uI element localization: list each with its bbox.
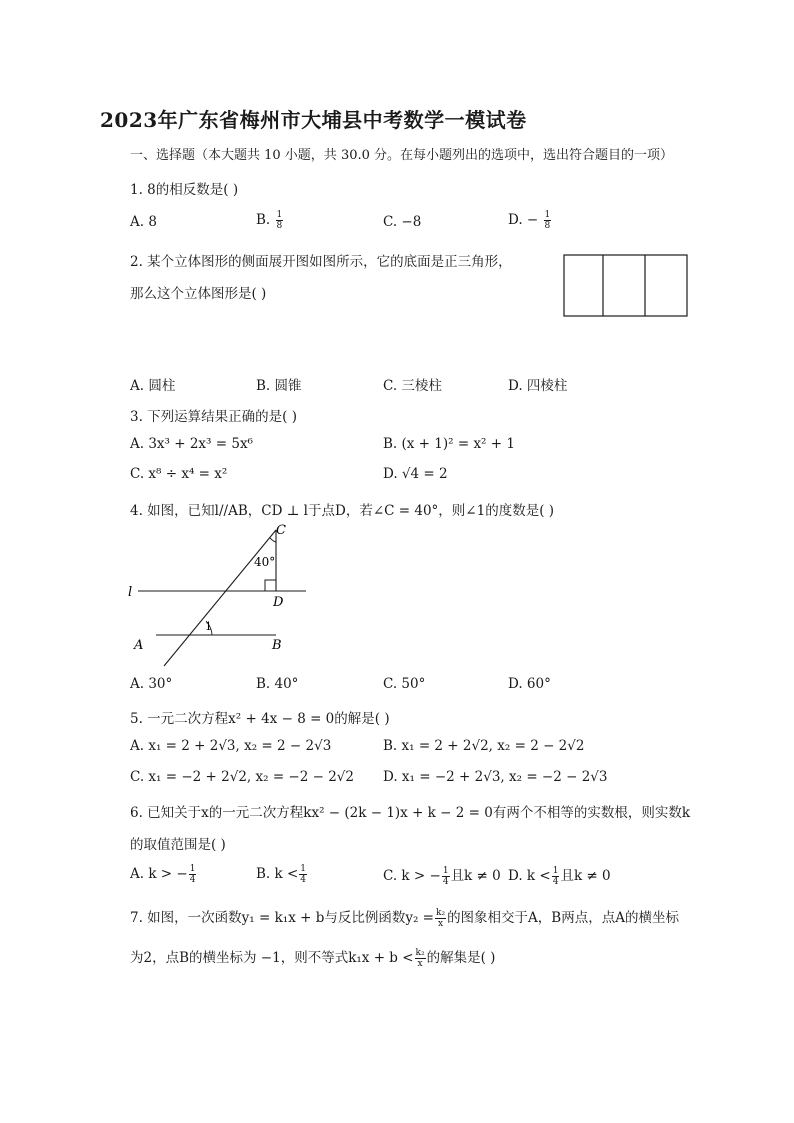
net-outline [564,255,687,316]
q2-option-a: A. 圆柱 [130,378,176,394]
label-l: l [128,585,133,600]
label-40-degrees: 40° [254,555,276,569]
transversal-line [164,530,276,666]
q6-option-c: C. k > − $\frac{1}{4}$ 且k ≠ 0 [383,866,501,887]
label-angle-1: 1 [205,620,212,633]
right-angle-mark [265,580,276,591]
q4-option-b: B. 40° [256,676,299,692]
q1-option-a: A. 8 [130,214,157,230]
q3-option-d: D. √4 = 2 [383,466,448,482]
q6-option-d: D. k < $\frac{1}{4}$ 且k ≠ 0 [508,866,611,887]
q2-option-c: C. 三棱柱 [383,378,442,394]
q2-option-b: B. 圆锥 [256,378,302,394]
q4-option-c: C. 50° [383,676,426,692]
q1-option-c: C. −8 [383,214,422,230]
q5-option-a: A. x₁ = 2 + 2√3, x₂ = 2 − 2√3 [130,738,332,754]
q5-option-d: D. x₁ = −2 + 2√3, x₂ = −2 − 2√3 [383,769,608,785]
label-a: A [134,638,144,653]
page-title: 2023年广东省梅州市大埔县中考数学一模试卷 [100,108,527,132]
q5-option-c: C. x₁ = −2 + 2√2, x₂ = −2 − 2√2 [130,769,355,785]
q1-option-d: D. − $\frac{1}{8}$ [508,210,551,231]
q2-option-d: D. 四棱柱 [508,378,568,394]
q3-option-b: B. (x + 1)² = x² + 1 [383,436,515,452]
label-d: D [273,595,284,610]
question-2-stem: 2. 某个立体图形的侧面展开图如图所示，它的底面是正三角形， [130,254,512,270]
question-2-stem-cont: 那么这个立体图形是( ) [130,286,267,302]
q4-option-a: A. 30° [130,676,173,692]
label-c: C [276,523,286,538]
q3-option-a: A. 3x³ + 2x³ = 5x⁶ [130,436,253,452]
q1-option-b: B. $\frac{1}{8}$ [256,210,283,231]
question-6-stem: 6. 已知关于x的一元二次方程kx² − (2k − 1)x + k − 2 = 0有两个不相等的实数根，则实数k [130,805,691,821]
question-7-stem-cont: 为2，点B的横坐标为 −1，则不等式k₁x + b < $\frac{\text{k₂}}{x}$ 的解集是( ) [130,948,496,969]
question-3-stem: 3. 下列运算结果正确的是( ) [130,409,297,425]
q4-option-d: D. 60° [508,676,551,692]
q3-option-c: C. x⁸ ÷ x⁴ = x² [130,466,228,482]
question-5-stem: 5. 一元二次方程x² + 4x − 8 = 0的解是( ) [130,711,390,727]
question-4-stem: 4. 如图，已知l//AB，CD ⊥ l于点D，若∠C = 40°，则∠1的度数是( ) [130,503,555,519]
angle-c-arc [270,538,276,542]
q5-option-b: B. x₁ = 2 + 2√2, x₂ = 2 − 2√2 [383,738,585,754]
q6-option-b: B. k < $\frac{1}{4}$ [256,864,307,885]
question-7-stem: 7. 如图，一次函数y₁ = k₁x + b与反比例函数y₂ = $\frac{\text{k₂}}{x}$ 的图象相交于A，B两点，点A的横坐标 [130,908,679,929]
question-1-stem: 1. 8的相反数是( ) [130,182,239,198]
q6-option-a: A. k > − $\frac{1}{4}$ [130,864,196,885]
question-6-stem-cont: 的取值范围是( ) [130,837,226,853]
section-header: 一、选择题（本大题共 10 小题，共 30.0 分。在每小题列出的选项中，选出符合题目的一项） [130,148,674,163]
q2-net-figure [563,254,689,318]
label-b: B [272,638,282,653]
q4-geometry-figure [126,518,316,670]
